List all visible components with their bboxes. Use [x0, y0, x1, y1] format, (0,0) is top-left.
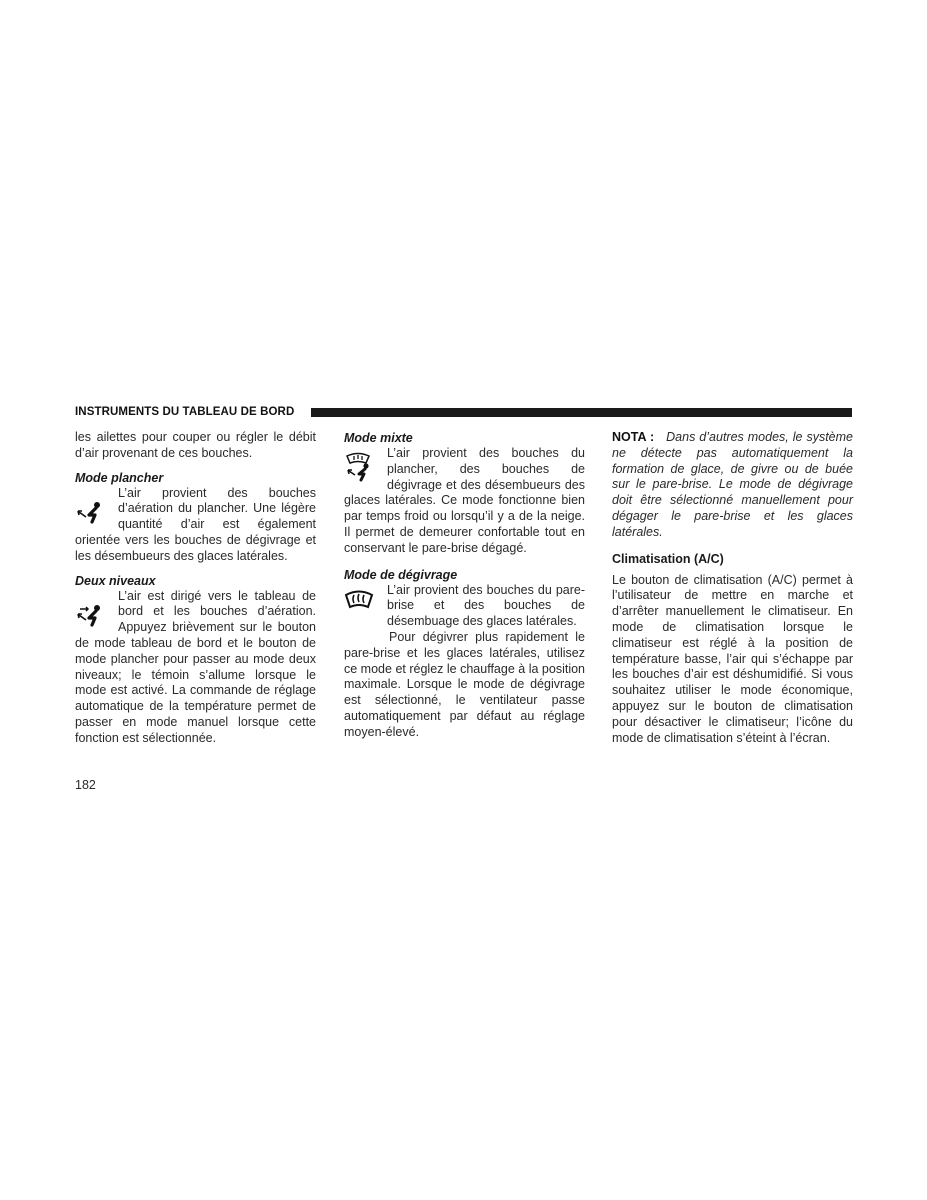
mix-mode-text: L’air provient des bouches du plancher, des bouches de dégivrage et des désembueurs des glaces latérales. Ce mode fonctionne bien par temps froid ou lorsqu’il y a de la neige. Il permet de demeurer confortable tout en conservant le pare-brise dégagé.	[344, 446, 585, 555]
nota-label: NOTA :	[612, 430, 655, 444]
ac-text: Le bouton de climatisation (A/C) permet à l’utilisateur de mettre en marche et d’arrêter manuellement le climatiseur. En mode de climatisation lorsque le climatiseur est réglé à la position de température basse, l’air qui s’échappe par les bouches d’air est déshumidifié. Si vous souhaitez utiliser le mode économique, appuyez sur le bouton de climatisation pour désactiver le climatiseur; l’icône du mode de climatisation s’éteint à l’écran.	[612, 572, 853, 745]
column-middle	[344, 430, 585, 741]
defrost-mode-heading: Mode de dégivrage	[344, 567, 458, 582]
page-number: 182	[75, 778, 96, 792]
column-right	[612, 430, 853, 746]
nota-paragraph	[612, 430, 853, 541]
defrost-mode-text-1: L’air provient des bouches du pare-brise et des bouches de désembuage des glaces latérales.	[387, 582, 585, 629]
floor-mode-icon	[75, 486, 118, 532]
ac-heading: Climatisation (A/C)	[612, 551, 724, 566]
bilevel-mode-block	[75, 589, 316, 747]
bilevel-mode-icon	[75, 589, 118, 635]
defrost-mode-block	[344, 583, 585, 630]
defrost-mode-text-2: Pour dégivrer plus rapidement le pare-brise et les glaces latérales, utilisez ce mode et réglez le chauffage à la position maximale. Lorsque le mode de dégivrage est sélectionné, le ventilateur passe automatiquement par défaut au réglage moyen-élevé.	[344, 629, 585, 739]
floor-mode-block	[75, 486, 316, 565]
mix-mode-heading: Mode mixte	[344, 431, 413, 445]
column-left	[75, 430, 316, 747]
mix-mode-block	[344, 446, 585, 557]
section-header	[75, 405, 852, 419]
mix-mode-icon	[344, 446, 387, 490]
defrost-mode-icon	[344, 583, 387, 627]
bilevel-mode-heading: Deux niveaux	[75, 573, 156, 588]
nota-text: Dans d’autres modes, le système ne détecte pas automatiquement la formation de glace, de givre ou de buée sur le pare-brise. Le mode de dégivrage doit être sélectionné manuellement pour dégager le pare-brise et les glaces latérales.	[612, 430, 853, 539]
intro-paragraph: les ailettes pour couper ou régler le débit d’air provenant de ces bouches.	[75, 430, 316, 460]
floor-mode-text: L’air provient des bouches d’aération du plancher. Une légère quantité d’air est également orientée vers les bouches de dégivrage et les désembueurs des glaces latérales.	[75, 485, 316, 563]
bilevel-mode-text: L’air est dirigé vers le tableau de bord et les bouches d’aération. Appuyez brièvement sur le bouton de mode tableau de bord et le bouton de mode plancher pour passer au mode deux niveaux; le témoin s’allume lorsque le mode est activé. La commande de réglage automatique de la température permet de passer en mode manuel lorsque cette fonction est sélectionnée.	[75, 588, 316, 745]
floor-mode-heading: Mode plancher	[75, 470, 164, 485]
section-title: INSTRUMENTS DU TABLEAU DE BORD	[75, 406, 295, 418]
header-rule	[311, 408, 852, 417]
